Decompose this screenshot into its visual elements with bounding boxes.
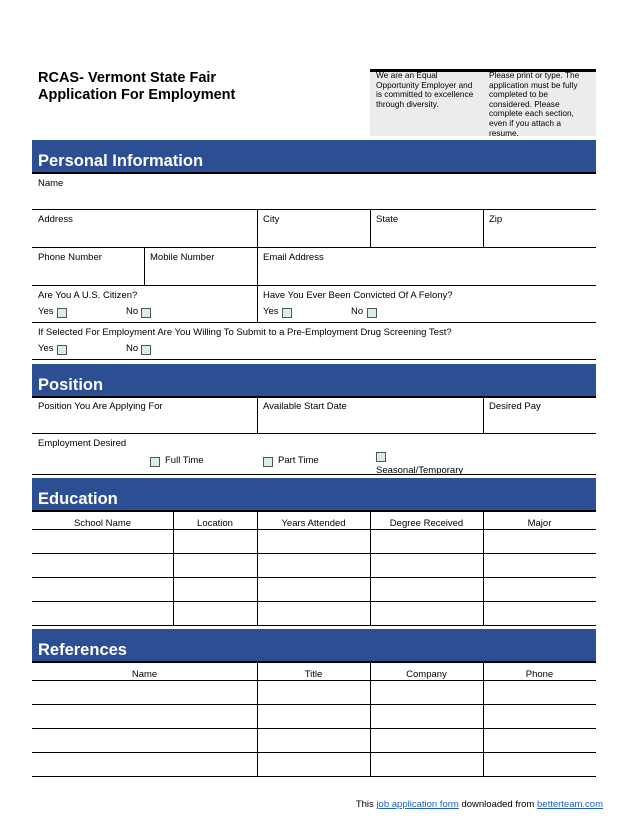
job-application-form-link[interactable]: job application form [376, 799, 459, 810]
section-heading: Personal Information [38, 152, 204, 170]
address-label: Address [38, 214, 73, 225]
mobile-label: Mobile Number [150, 252, 215, 263]
section-education [32, 478, 596, 512]
section-heading: Position [38, 376, 104, 394]
divider [144, 247, 145, 285]
education-col-header: School Name [73, 518, 132, 529]
full-time-checkbox[interactable] [150, 457, 160, 467]
part-time-checkbox[interactable] [263, 457, 273, 467]
state-label: State [376, 214, 399, 225]
phone-label: Phone Number [38, 252, 102, 263]
section-heading: Education [38, 490, 118, 508]
felony-question: Have You Ever Been Convicted Of A Felony? [263, 290, 453, 301]
divider [483, 209, 484, 247]
table-row [32, 601, 596, 602]
drug-no-label: No [126, 343, 139, 354]
print-note: Please print or type. The application must be fully completed to be considered. Please complete each section, even if you attach a resume. [489, 70, 580, 138]
citizen-question: Are You A U.S. Citizen? [38, 290, 138, 301]
citizen-no-checkbox[interactable] [141, 308, 151, 318]
eeo-note: We are an Equal Opportunity Employer and is committed to excellence through diversity. [376, 70, 474, 109]
footer-prefix: This [355, 799, 374, 810]
drug-yes-checkbox[interactable] [57, 345, 67, 355]
part-time-label: Part Time [278, 455, 319, 466]
drug-test-question: If Selected For Employment Are You Willing To Submit to a Pre-Employment Drug Screening Test? [38, 327, 452, 338]
felony-yes-checkbox[interactable] [282, 308, 292, 318]
table-row [32, 553, 596, 554]
education-col-header: Years Attended [281, 518, 346, 529]
divider [32, 322, 596, 323]
references-col-header: Name [131, 669, 158, 680]
felony-no-checkbox[interactable] [367, 308, 377, 318]
divider [257, 398, 258, 433]
table-row [32, 625, 596, 626]
citizen-yes-checkbox[interactable] [57, 308, 67, 318]
divider [257, 247, 258, 285]
form-title-line2: Application For Employment [38, 87, 236, 103]
desired-pay-label: Desired Pay [489, 401, 541, 412]
drug-no-checkbox[interactable] [141, 345, 151, 355]
divider [32, 285, 596, 286]
table-row [32, 577, 596, 578]
table-row [32, 776, 596, 777]
divider [32, 209, 596, 210]
citizen-no-label: No [126, 306, 139, 317]
section-personal-information [32, 140, 596, 174]
references-col-header: Phone [525, 669, 554, 680]
seasonal-label: Seasonal/Temporary [376, 465, 464, 476]
form-title [38, 70, 235, 104]
form-title-line1: RCAS- Vermont State Fair [38, 70, 217, 86]
citizen-yes-label: Yes [38, 306, 54, 317]
start-date-label: Available Start Date [263, 401, 347, 412]
felony-no-label: No [351, 306, 364, 317]
footer-credit [356, 799, 603, 810]
education-col-header: Location [197, 518, 233, 529]
section-position [32, 364, 596, 398]
betterteam-link[interactable]: betterteam.com [537, 799, 603, 810]
education-col-header: Degree Received [389, 518, 464, 529]
employment-desired-label: Employment Desired [38, 438, 127, 449]
table-row [32, 728, 596, 729]
table-row [32, 529, 596, 530]
divider [257, 209, 258, 247]
name-label: Name [38, 178, 64, 189]
section-references [32, 629, 596, 663]
divider [32, 474, 596, 475]
education-col-header: Major [527, 518, 552, 529]
full-time-label: Full Time [165, 455, 204, 466]
divider [483, 398, 484, 433]
references-col-header: Company [406, 669, 447, 680]
divider [32, 433, 596, 434]
position-applying-label: Position You Are Applying For [38, 401, 163, 412]
divider [257, 285, 258, 322]
references-col-header: Title [304, 669, 323, 680]
city-label: City [263, 214, 280, 225]
table-row [32, 704, 596, 705]
drug-yes-label: Yes [38, 343, 54, 354]
footer-middle: downloaded from [461, 799, 535, 810]
divider [32, 247, 596, 248]
seasonal-checkbox[interactable] [376, 452, 386, 462]
felony-yes-label: Yes [263, 306, 279, 317]
zip-label: Zip [489, 214, 503, 225]
section-heading: References [38, 641, 127, 659]
table-row [32, 752, 596, 753]
email-label: Email Address [263, 252, 324, 263]
table-row [32, 680, 596, 681]
divider [32, 359, 596, 360]
divider [370, 209, 371, 247]
